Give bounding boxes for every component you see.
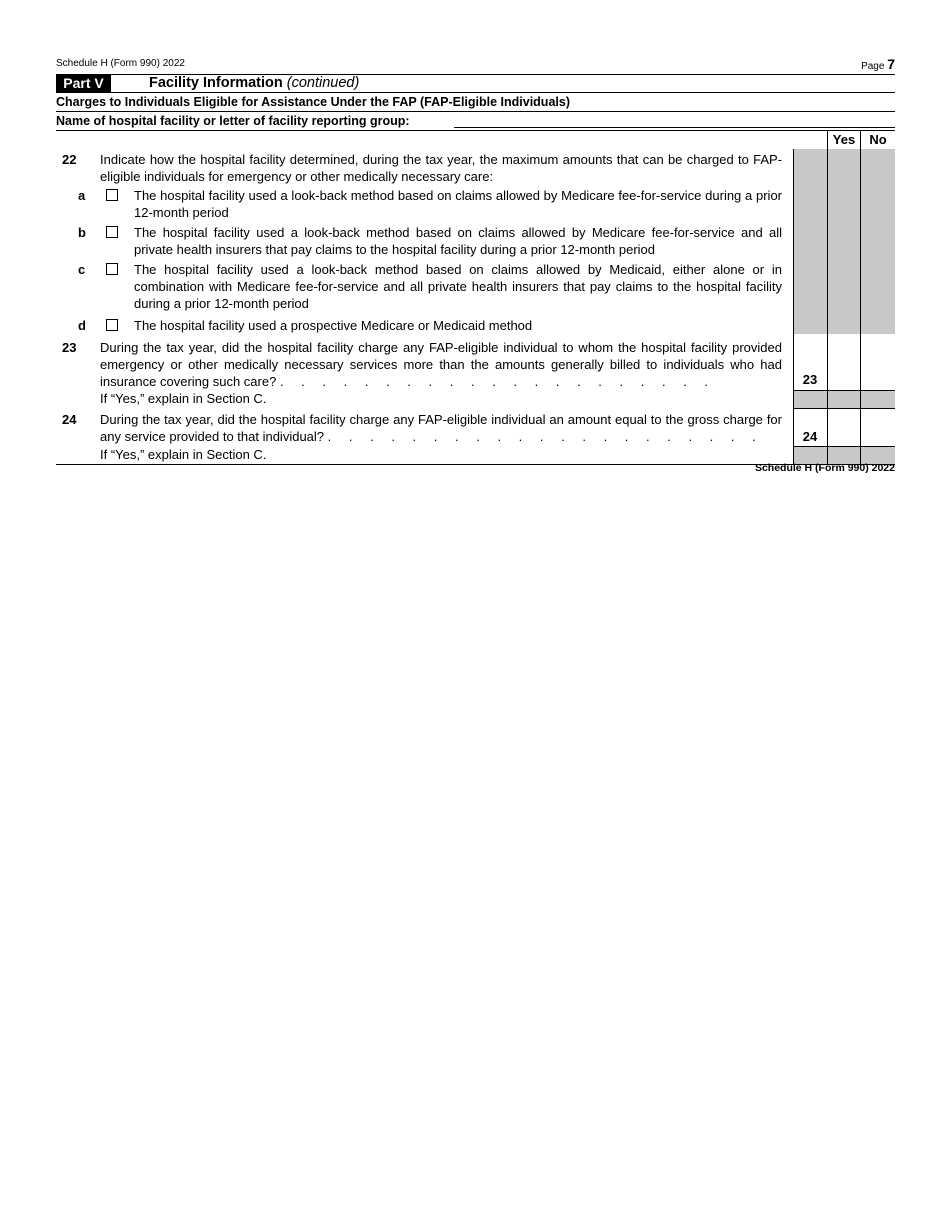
rule-line23-bottom: [793, 390, 895, 391]
line24-text: [100, 411, 782, 445]
line22-number: 22: [62, 152, 77, 167]
page-footer: Schedule H (Form 990) 2022: [754, 462, 895, 474]
rule-line24-bottom: [793, 446, 895, 447]
facility-name-label: Name of hospital facility or letter of facility reporting group:: [56, 114, 410, 128]
line22d-checkbox[interactable]: [106, 319, 118, 331]
page-number-value: 7: [887, 56, 895, 72]
questions-grid: [56, 149, 895, 465]
line24-note: If “Yes,” explain in Section C.: [100, 447, 267, 462]
line24-label: 24: [802, 429, 818, 444]
line22b-checkbox[interactable]: [106, 226, 118, 238]
part-title-suffix: (continued): [286, 75, 360, 91]
line22a-text: The hospital facility used a look-back method based on claims allowed by Medicare fee-for-service during a prior 12-month period: [134, 188, 782, 220]
line24-question: During the tax year, did the hospital facility charge any FAP-eligible individual an amount equal to the gross charge for any service provided to that individual?: [100, 412, 782, 444]
form-identifier: Schedule H (Form 990) 2022: [56, 58, 185, 69]
line22d-text: The hospital facility used a prospective Medicare or Medicaid method: [134, 318, 533, 333]
no-column-header: No: [860, 131, 895, 150]
line23-label: 23: [802, 372, 818, 387]
form-page: [56, 56, 895, 474]
yes-no-header: [56, 131, 895, 149]
line22a-checkbox[interactable]: [106, 189, 118, 201]
line22-text: Indicate how the hospital facility determined, during the tax year, the maximum amounts that can be charged to FAP-eligible individuals for emergency or other medically necessary care:: [100, 152, 782, 184]
line22d-letter: d: [78, 318, 86, 333]
yes-column-header: Yes: [827, 131, 860, 150]
part-header: [56, 74, 895, 93]
part-title: [149, 75, 359, 92]
facility-name-field[interactable]: [454, 127, 895, 128]
leader-dots: . . . . . . . . . . . . . . . . . . . . .: [279, 374, 716, 389]
rule-label-col: [793, 149, 794, 464]
line23-note: If “Yes,” explain in Section C.: [100, 391, 267, 406]
line23-question: During the tax year, did the hospital facility charge any FAP-eligible individual to whom the hospital facility provided emergency or other medically necessary services more than the amounts generally billed to individuals who had insurance covering such care?: [100, 340, 782, 389]
shaded-area-line22: [794, 149, 895, 334]
line23-no-box[interactable]: [861, 334, 895, 390]
line22b-letter: b: [78, 225, 86, 240]
leader-dots: . . . . . . . . . . . . . . . . . . . . .: [327, 429, 763, 444]
page-number: [861, 56, 895, 72]
facility-name-row: [56, 112, 895, 131]
line22c-letter: c: [78, 262, 86, 277]
shaded-area-line23-note: [794, 390, 895, 408]
line24-number: 24: [62, 412, 77, 427]
line22c-checkbox[interactable]: [106, 263, 118, 275]
line24-yes-box[interactable]: [828, 409, 860, 446]
part-title-text: Facility Information: [149, 75, 283, 91]
line22c-text: The hospital facility used a look-back method based on claims allowed by Medicaid, either alone or in combination with Medicare fee-for-service and all private health insurers that pay claims to the hospital facility during a prior 12-month period: [134, 262, 782, 311]
line22a-letter: a: [78, 188, 86, 203]
page-prefix: Page: [861, 61, 885, 72]
part-badge: Part V: [56, 75, 111, 92]
line23-yes-box[interactable]: [828, 334, 860, 390]
line22b-text: The hospital facility used a look-back method based on claims allowed by Medicare fee-for-service and all private health insurers that pay claims to the hospital facility during a prior 12-month period: [134, 225, 782, 257]
page-header: [56, 56, 895, 74]
section-heading: Charges to Individuals Eligible for Assistance Under the FAP (FAP-Eligible Individuals): [56, 93, 895, 112]
line24-no-box[interactable]: [861, 409, 895, 446]
line23-number: 23: [62, 340, 77, 355]
line23-text: [100, 339, 782, 390]
